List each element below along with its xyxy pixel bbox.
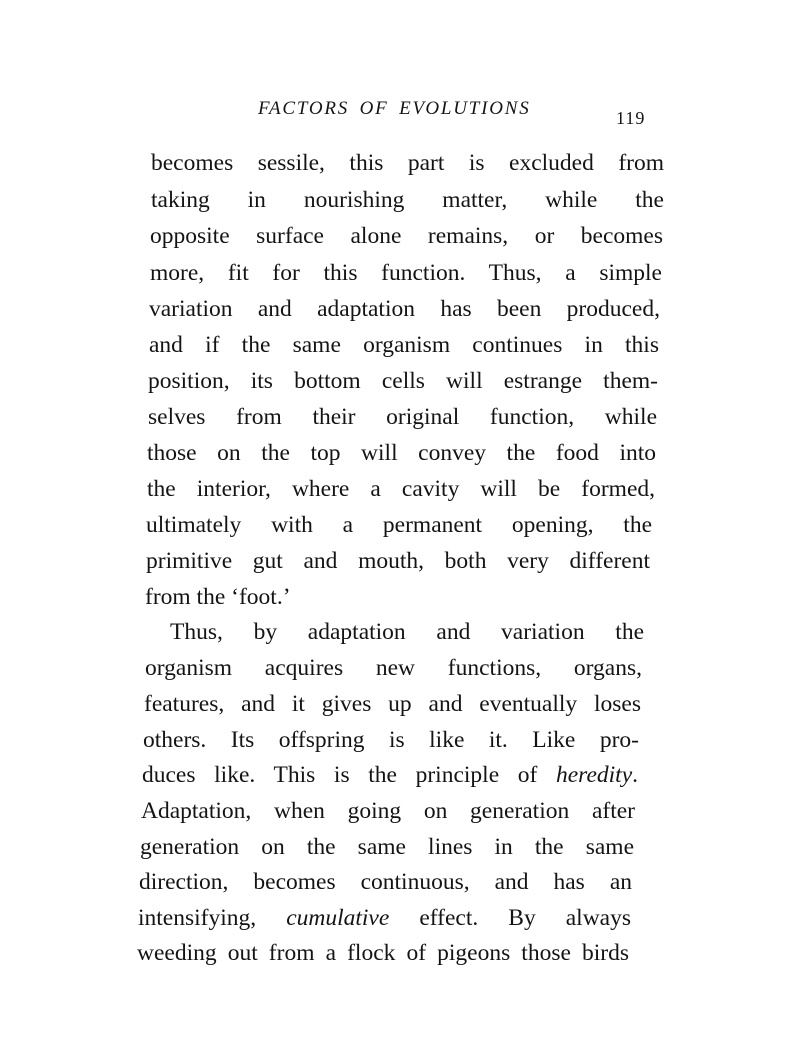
text-line: generation on the same lines in the same — [140, 834, 634, 860]
text-line: position, its bottom cells will estrange them- — [148, 368, 658, 394]
text-line: intensifying, cumulative effect. By always — [138, 905, 631, 931]
text-line: from the ‘foot.’ — [145, 584, 291, 610]
text-line: variation and adaptation has been produced, — [149, 296, 660, 322]
text-line: primitive gut and mouth, both very different — [146, 548, 650, 574]
running-title: FACTORS OF EVOLUTIONS — [258, 98, 531, 119]
text-line: weeding out from a flock of pigeons those birds — [137, 940, 629, 966]
text-line: Thus, by adaptation and variation the — [170, 619, 644, 645]
text-line: taking in nourishing matter, while the — [151, 187, 664, 213]
text-line: direction, becomes continuous, and has an — [139, 869, 632, 895]
text-line: ultimately with a permanent opening, the — [146, 512, 652, 538]
text-line: opposite surface alone remains, or becomes — [150, 223, 663, 249]
text-run: duces like. This is the principle of heredity. — [142, 762, 638, 788]
text-line: Adaptation, when going on generation after — [141, 798, 635, 824]
page-header — [0, 98, 800, 138]
text-line: others. Its offspring is like it. Like pro- — [143, 727, 639, 753]
text-line: features, and it gives up and eventually loses — [144, 691, 641, 717]
text-line: becomes sessile, this part is excluded from — [151, 150, 664, 176]
text-line: the interior, where a cavity will be formed, — [147, 476, 655, 502]
text-line: more, fit for this function. Thus, a simple — [150, 260, 662, 286]
text-line — [142, 757, 638, 793]
text-line: those on the top will convey the food into — [147, 440, 656, 466]
text-line: selves from their original function, while — [148, 404, 657, 430]
page-number: 119 — [616, 108, 646, 128]
text-line: organism acquires new functions, organs, — [145, 655, 642, 681]
text-line: and if the same organism continues in this — [149, 332, 659, 358]
